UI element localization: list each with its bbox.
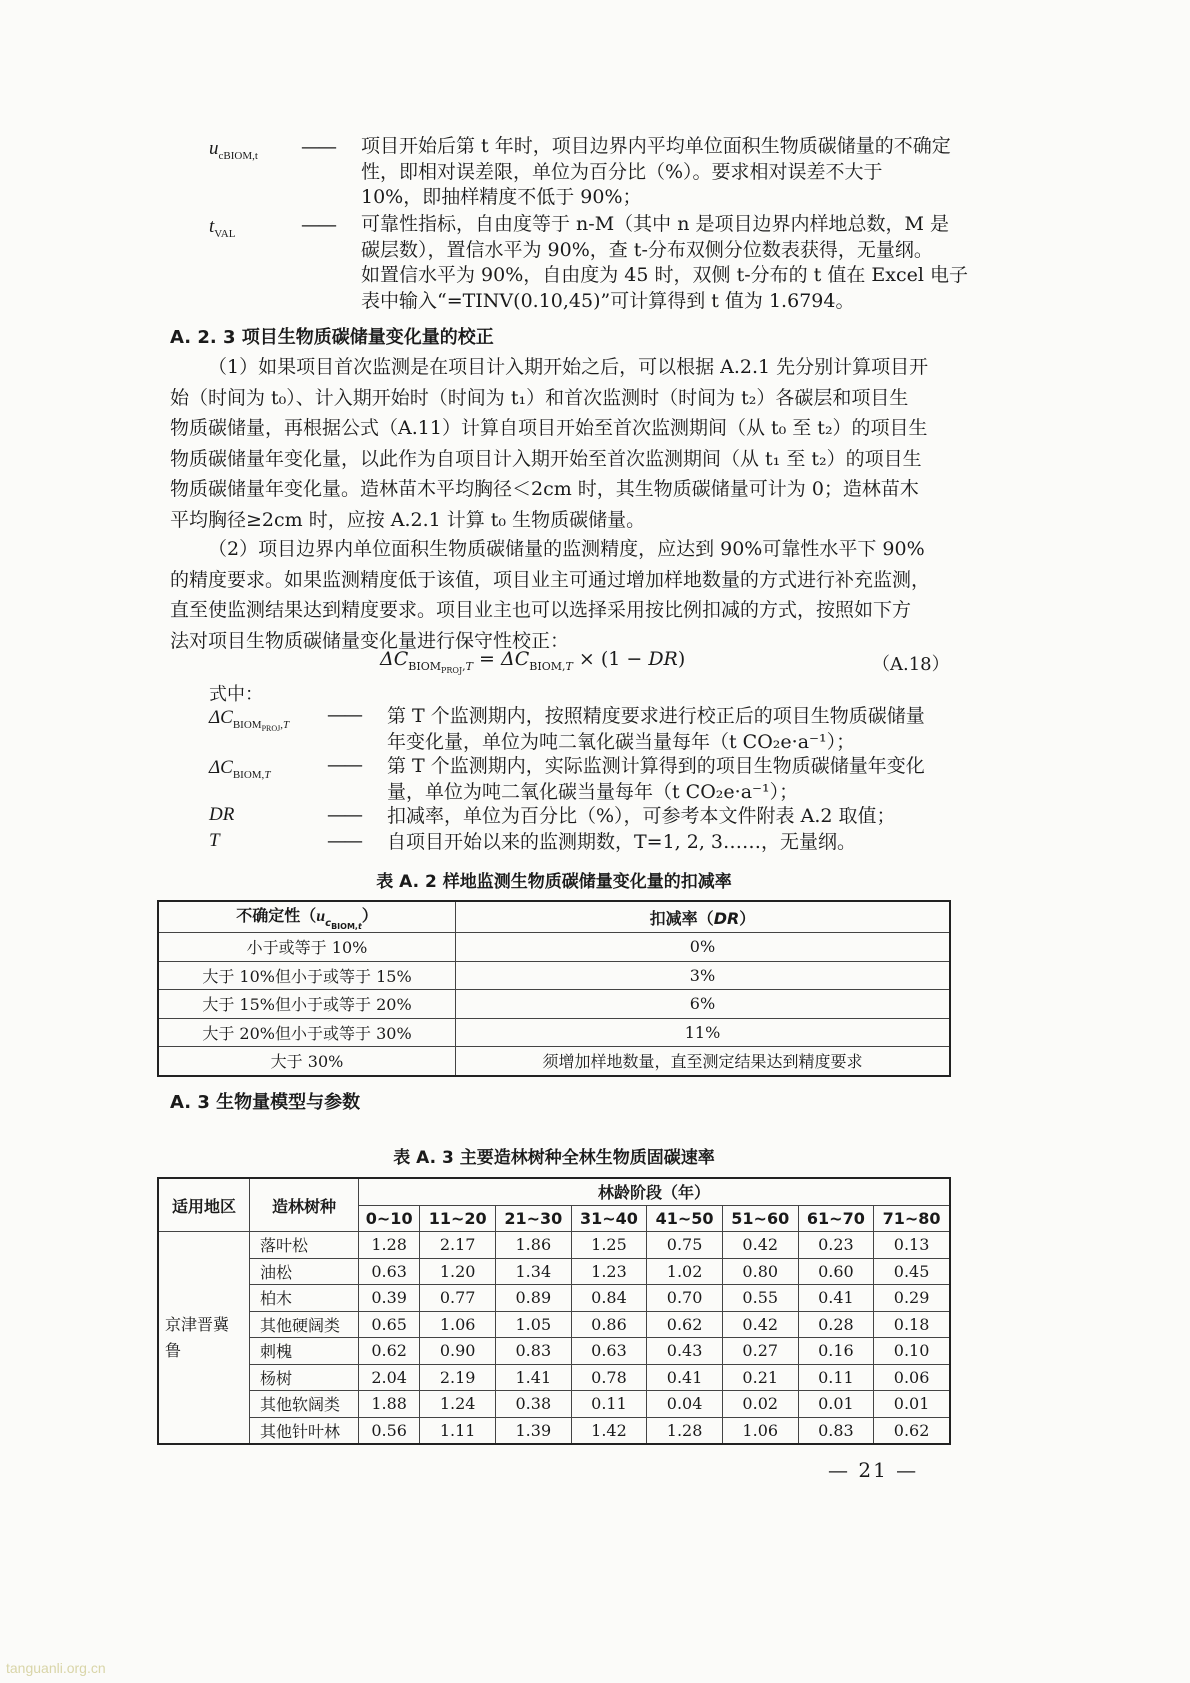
- table-row: [158, 1285, 950, 1312]
- table-row: [158, 1338, 950, 1365]
- cell: 11%: [456, 1018, 951, 1047]
- value-cell: 0.63: [571, 1338, 647, 1365]
- value-cell: 0.45: [874, 1258, 950, 1285]
- def-symbol: $u_{cBIOM,t}$: [209, 138, 258, 162]
- value-cell: 0.18: [874, 1311, 950, 1338]
- table-header-row: [158, 901, 950, 933]
- value-cell: 0.75: [647, 1232, 723, 1259]
- stage-header: 71~80: [874, 1205, 950, 1232]
- value-cell: 0.10: [874, 1338, 950, 1365]
- table-row: [158, 1364, 950, 1391]
- def-dash: ——: [327, 704, 361, 726]
- value-cell: 0.04: [647, 1391, 723, 1418]
- header-dr: 扣减率（DR）: [456, 901, 951, 933]
- table-row: [158, 1417, 950, 1444]
- value-cell: 0.83: [798, 1417, 874, 1444]
- cell: 3%: [456, 961, 951, 990]
- table-row: [158, 1258, 950, 1285]
- table-row: [158, 1311, 950, 1338]
- value-cell: 0.77: [420, 1285, 496, 1312]
- paragraph-1: （1）如果项目首次监测是在项目计入期开始之后，可以根据 A.2.1 先分别计算项目开 始（时间为 t₀）、计入期开始时（时间为 t₁）和首次监测时（时间为 t₂）各碳层和项目生 物质碳储量，再根据公式（A.11）计算自项目开始至首次监测期间（从 t₀ 至 t₂）的项目生 物质碳储量年变化量，以此作为自项目计入期开始至首次监测期间（从 t₁ 至 t₂）的项目生 物质碳储量年变化量。造林苗木平均胸径＜2cm 时，其生物质碳储量可计为 0；造林苗木 平均胸径≥2cm 时，应按 A.2.1 计算 t₀ 生物质碳储量。: [170, 356, 929, 531]
- def-text: 自项目开始以来的监测期数，T=1, 2, 3……，无量纲。: [387, 831, 857, 853]
- value-cell: 0.78: [571, 1364, 647, 1391]
- def-dash: ——: [301, 214, 335, 236]
- table-row: [158, 1018, 950, 1047]
- value-cell: 0.80: [722, 1258, 798, 1285]
- table-row: [158, 1047, 950, 1076]
- table-a2: [157, 900, 951, 1077]
- stage-header: 21~30: [496, 1205, 572, 1232]
- table-a3: [157, 1177, 951, 1445]
- def-symbol: $\Delta C_{BIOM,T}$: [209, 757, 271, 781]
- species-cell: 其他软阔类: [250, 1391, 359, 1418]
- watermark: tanguanli.org.cn: [6, 1660, 106, 1676]
- def-text: 第 T 个监测期内，按照精度要求进行校正后的项目生物质碳储量 年变化量，单位为吨二氧化碳当量每年（t CO₂e·a⁻¹）；: [387, 705, 925, 753]
- value-cell: 1.28: [647, 1417, 723, 1444]
- value-cell: 0.41: [647, 1364, 723, 1391]
- value-cell: 0.56: [359, 1417, 420, 1444]
- header-uncertainty: 不确定性$(u_{c_{BIOM,t}})$: [158, 901, 456, 933]
- cell: 须增加样地数量，直至测定结果达到精度要求: [456, 1047, 951, 1076]
- value-cell: 1.41: [496, 1364, 572, 1391]
- stage-header: 31~40: [571, 1205, 647, 1232]
- species-cell: 落叶松: [250, 1232, 359, 1259]
- paragraph-2: （2）项目边界内单位面积生物质碳储量的监测精度，应达到 90%可靠性水平下 90% 的精度要求。如果监测精度低于该值，项目业主可通过增加样地数量的方式进行补充监测， 直至使监测结果达到精度要求。项目业主也可以选择采用按比例扣减的方式，按照如下方 法对项目生物质碳储量变化量进行保守性校正：: [170, 538, 931, 652]
- species-cell: 油松: [250, 1258, 359, 1285]
- def-dash: ——: [301, 136, 335, 158]
- value-cell: 0.83: [496, 1338, 572, 1365]
- formula-number: （A.18）: [872, 654, 950, 675]
- def-symbol: DR: [209, 804, 235, 825]
- value-cell: 0.01: [874, 1391, 950, 1418]
- species-cell: 柏木: [250, 1285, 359, 1312]
- value-cell: 0.02: [722, 1391, 798, 1418]
- value-cell: 0.65: [359, 1311, 420, 1338]
- table3-caption: 表 A. 3 主要造林树种全林生物质固碳速率: [393, 1148, 715, 1168]
- value-cell: 0.11: [571, 1391, 647, 1418]
- header-region: 适用地区: [158, 1178, 250, 1232]
- def-text: 扣减率，单位为百分比（%），可参考本文件附表 A.2 取值；: [387, 805, 896, 827]
- value-cell: 1.25: [571, 1232, 647, 1259]
- table-row: [158, 990, 950, 1019]
- value-cell: 1.24: [420, 1391, 496, 1418]
- value-cell: 0.16: [798, 1338, 874, 1365]
- value-cell: 0.11: [798, 1364, 874, 1391]
- section-heading-a3: A. 3 生物量模型与参数: [170, 1092, 361, 1113]
- value-cell: 1.28: [359, 1232, 420, 1259]
- value-cell: 0.60: [798, 1258, 874, 1285]
- value-cell: 1.11: [420, 1417, 496, 1444]
- table-row: [158, 933, 950, 962]
- def-dash: ——: [327, 754, 361, 776]
- value-cell: 0.55: [722, 1285, 798, 1312]
- def-dash: ——: [327, 830, 361, 852]
- value-cell: 0.70: [647, 1285, 723, 1312]
- table-header-row: [158, 1178, 950, 1205]
- formula-a18: $\Delta C_{BIOM_{PROJ},T} = \Delta C_{BIOM,T} \times (1 - DR)$: [380, 648, 686, 675]
- value-cell: 1.23: [571, 1258, 647, 1285]
- value-cell: 2.19: [420, 1364, 496, 1391]
- value-cell: 0.62: [359, 1338, 420, 1365]
- stage-header: 51~60: [722, 1205, 798, 1232]
- value-cell: 1.39: [496, 1417, 572, 1444]
- table-row: [158, 961, 950, 990]
- cell: 大于 10%但小于或等于 15%: [158, 961, 456, 990]
- header-stage: 林龄阶段（年）: [359, 1178, 951, 1205]
- value-cell: 0.86: [571, 1311, 647, 1338]
- value-cell: 1.34: [496, 1258, 572, 1285]
- section-heading: A. 2. 3 项目生物质碳储量变化量的校正: [170, 327, 494, 348]
- species-cell: 其他针叶林: [250, 1417, 359, 1444]
- stage-header: 0~10: [359, 1205, 420, 1232]
- cell: 0%: [456, 933, 951, 962]
- def-symbol: T: [209, 830, 220, 851]
- value-cell: 0.28: [798, 1311, 874, 1338]
- value-cell: 1.42: [571, 1417, 647, 1444]
- stage-header: 41~50: [647, 1205, 723, 1232]
- table2-caption: 表 A. 2 样地监测生物质碳储量变化量的扣减率: [376, 872, 732, 892]
- table-row: [158, 1391, 950, 1418]
- stage-header: 61~70: [798, 1205, 874, 1232]
- page-number: — 21 —: [828, 1458, 919, 1482]
- value-cell: 2.04: [359, 1364, 420, 1391]
- value-cell: 1.06: [722, 1417, 798, 1444]
- value-cell: 0.89: [496, 1285, 572, 1312]
- def-text: 项目开始后第 t 年时，项目边界内平均单位面积生物质碳储量的不确定 性，即相对误差限，单位为百分比（%）。要求相对误差不大于 10%，即抽样精度不低于 90%；: [361, 135, 951, 208]
- species-cell: 杨树: [250, 1364, 359, 1391]
- value-cell: 0.01: [798, 1391, 874, 1418]
- cell: 6%: [456, 990, 951, 1019]
- value-cell: 1.20: [420, 1258, 496, 1285]
- value-cell: 0.42: [722, 1232, 798, 1259]
- value-cell: 0.23: [798, 1232, 874, 1259]
- value-cell: 1.02: [647, 1258, 723, 1285]
- value-cell: 0.63: [359, 1258, 420, 1285]
- def-text: 可靠性指标，自由度等于 n-M（其中 n 是项目边界内样地总数，M 是 碳层数），置信水平为 90%，查 t-分布双侧分位数表获得，无量纲。 如置信水平为 90%，自由度为 45 时，双侧 t-分布的 t 值在 Excel 电子 表中输入“=TINV(0.10,45)”可计算得到 t 值为 1.6794。: [361, 213, 968, 312]
- def-uc: [209, 134, 969, 214]
- where-label: 式中：: [209, 684, 263, 705]
- value-cell: 0.21: [722, 1364, 798, 1391]
- value-cell: 0.29: [874, 1285, 950, 1312]
- value-cell: 0.06: [874, 1364, 950, 1391]
- species-cell: 其他硬阔类: [250, 1311, 359, 1338]
- value-cell: 0.13: [874, 1232, 950, 1259]
- def-text: 第 T 个监测期内，实际监测计算得到的项目生物质碳储量年变化 量，单位为吨二氧化碳当量每年（t CO₂e·a⁻¹）；: [387, 755, 925, 803]
- value-cell: 0.38: [496, 1391, 572, 1418]
- cell: 大于 15%但小于或等于 20%: [158, 990, 456, 1019]
- def-symbol: $t_{VAL}$: [209, 216, 236, 240]
- value-cell: 0.39: [359, 1285, 420, 1312]
- cell: 小于或等于 10%: [158, 933, 456, 962]
- value-cell: 0.41: [798, 1285, 874, 1312]
- value-cell: 0.62: [647, 1311, 723, 1338]
- def-tval: [209, 212, 969, 316]
- value-cell: 0.27: [722, 1338, 798, 1365]
- def-symbol: $\Delta C_{BIOM_{PROJ},T}$: [209, 707, 290, 733]
- value-cell: 0.42: [722, 1311, 798, 1338]
- value-cell: 1.06: [420, 1311, 496, 1338]
- value-cell: 1.86: [496, 1232, 572, 1259]
- value-cell: 0.90: [420, 1338, 496, 1365]
- value-cell: 1.88: [359, 1391, 420, 1418]
- cell: 大于 20%但小于或等于 30%: [158, 1018, 456, 1047]
- species-cell: 刺槐: [250, 1338, 359, 1365]
- table-row: [158, 1232, 950, 1259]
- cell: 大于 30%: [158, 1047, 456, 1076]
- header-species: 造林树种: [250, 1178, 359, 1232]
- value-cell: 0.43: [647, 1338, 723, 1365]
- stage-header: 11~20: [420, 1205, 496, 1232]
- value-cell: 0.84: [571, 1285, 647, 1312]
- value-cell: 1.05: [496, 1311, 572, 1338]
- def-dash: ——: [327, 804, 361, 826]
- value-cell: 0.62: [874, 1417, 950, 1444]
- region-cell: 京津晋冀鲁: [158, 1232, 250, 1445]
- value-cell: 2.17: [420, 1232, 496, 1259]
